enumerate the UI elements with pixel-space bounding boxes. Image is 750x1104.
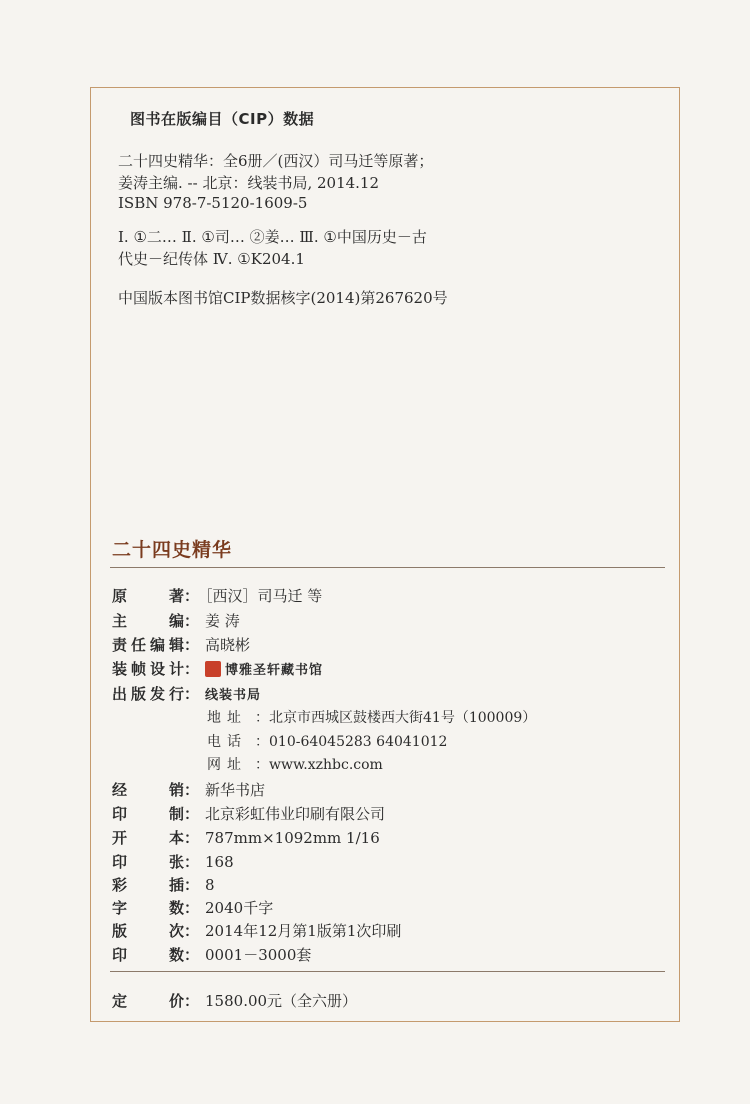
seal-icon [205,661,221,677]
publisher-address: 地址 ：北京市西城区鼓楼西大街41号（100009） [207,707,536,727]
row-label: 彩插 [112,876,184,894]
spec-row: 彩插： 8 [112,876,215,894]
row-value: ［西汉］司马迁 等 [205,587,323,605]
colophon-row: 出版发行： 线装书局 [112,685,262,703]
row-value: 姜 涛 [205,612,240,630]
price-row: 定价： 1580.00元（全六册） [112,992,358,1010]
sub-label: 地址 [207,710,247,726]
row-value: 高晓彬 [205,636,251,654]
row-label: 定价 [112,992,184,1010]
row-label: 印数 [112,946,184,964]
spec-row: 经销： 新华书店 [112,781,266,799]
row-value: 新华书店 [205,781,266,799]
cip-line: 二十四史精华：全6册／(西汉）司马迁等原著； [118,152,434,170]
price-value: 1580.00元（全六册） [205,992,358,1010]
row-label: 装帧设计 [112,660,184,678]
row-value: 2014年12月第1版第1次印刷 [205,922,402,940]
sub-value: www.xzhbc.com [269,757,383,773]
row-label: 主编 [112,612,184,630]
spec-row: 印制： 北京彩虹伟业印刷有限公司 [112,805,386,823]
cip-line: 代史－纪传体 Ⅳ. ①K204.1 [118,250,305,268]
cip-line: 姜涛主编. -- 北京：线装书局, 2014.12 [118,174,380,192]
spec-row: 开本： 787mm×1092mm 1/16 [112,829,380,847]
divider [110,567,665,568]
colophon-row: 装帧设计： 博雅圣轩藏书馆 [112,660,324,678]
designer-logo: 博雅圣轩藏书馆 [225,663,324,678]
sub-value: 010-64045283 64041012 [269,734,448,750]
publisher-logo: 线装书局 [205,688,262,703]
colophon-row: 原著： ［西汉］司马迁 等 [112,587,323,605]
colophon-row: 责任编辑： 高晓彬 [112,636,251,654]
cip-line: ISBN 978-7-5120-1609-5 [118,194,308,212]
row-value: 8 [205,876,215,894]
sub-value: 北京市西城区鼓楼西大街41号（100009） [269,710,537,726]
publisher-website: 网址 ：www.xzhbc.com [207,754,383,774]
cip-title: 图书在版编目（CIP）数据 [130,110,315,128]
sub-label: 网址 [207,757,247,773]
row-label: 字数 [112,899,184,917]
cip-line: Ⅰ. ①二… Ⅱ. ①司… ②姜… Ⅲ. ①中国历史－古 [118,228,427,246]
spec-row: 版次： 2014年12月第1版第1次印刷 [112,922,402,940]
row-label: 开本 [112,829,184,847]
divider [110,971,665,972]
sub-label: 电话 [207,734,247,750]
row-value: 北京彩虹伟业印刷有限公司 [205,805,386,823]
row-value: 0001－3000套 [205,946,312,964]
row-label: 原著 [112,587,184,605]
row-label: 出版发行 [112,685,184,703]
spec-row: 印张： 168 [112,853,234,871]
cip-cn-number: 中国版本图书馆CIP数据核字(2014)第267620号 [118,289,448,307]
row-label: 印制 [112,805,184,823]
spec-row: 印数： 0001－3000套 [112,946,312,964]
spec-row: 字数： 2040千字 [112,899,274,917]
colophon-row: 主编： 姜 涛 [112,612,240,630]
publisher-phone: 电话 ：010-64045283 64041012 [207,731,447,751]
row-label: 印张 [112,853,184,871]
row-value: 787mm×1092mm 1/16 [205,829,380,847]
row-label: 经销 [112,781,184,799]
row-label: 版次 [112,922,184,940]
row-value: 168 [205,853,234,871]
book-title: 二十四史精华 [112,539,233,561]
row-label: 责任编辑 [112,636,184,654]
row-value: 2040千字 [205,899,274,917]
